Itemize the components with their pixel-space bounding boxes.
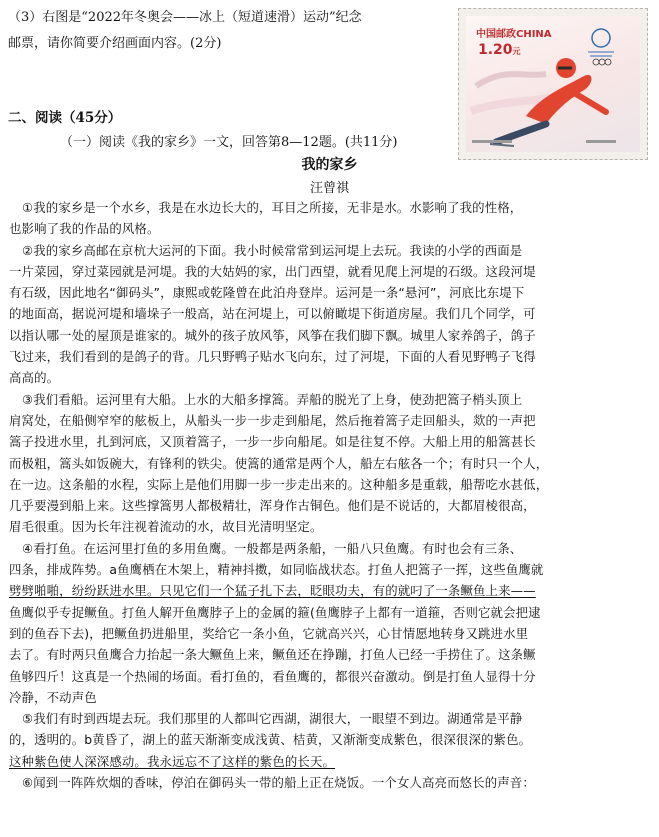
article-line: 鱼够四斤！这真是一个热闹的场面。看打鱼的，看鱼鹰的，都很兴奋激动。倒是打鱼人显得十分 <box>9 668 536 684</box>
article-line-underlined: 劈劈啪啪，纷纷跃进水里。只见它们一个猛子扎下去，眨眼功夫，有的就叼了一条鳜鱼上来—— <box>9 583 536 599</box>
question-3-line-1: （3）右图是“2022年冬奥会——冰上（短道速滑）运动”纪念 <box>8 10 362 25</box>
beijing-2022-emblem-text-icon <box>588 52 614 56</box>
article-line: 一片菜园，穿过菜园就是河堤。我的大姑妈的家，出门西望，就看见爬上河堤的石级。这段河堤 <box>9 263 536 279</box>
article-line: 眉毛很重。因为长年注视着流动的水，故目光清明坚定。 <box>9 519 323 535</box>
article-line: ④看打鱼。在运河里打鱼的多用鱼鹰。一般都是两条船，一船八只鱼鹰。有时也会有三条、 <box>22 540 523 556</box>
question-3-line-2: 邮票，请你简要介绍画面内容。(2分) <box>8 36 222 51</box>
article-line: 冷静，不动声色 <box>9 689 97 705</box>
article-line: 飞过来，我们看到的是鸽子的背。几只野鸭子贴水飞向东，过了河堤，下面的人看见野鸭子飞得 <box>9 349 536 365</box>
article-line: 到的鱼吞下去)，把鳜鱼扔进船里，奖给它一条小鱼，它就高兴兴，心甘情愿地转身又跳进水里 <box>9 625 529 641</box>
olympic-emblem-icon <box>592 29 610 47</box>
article-line: ⑤我们有时到西堤去玩。我们那里的人都叫它西湖，湖很大，一眼望不到边。湖通常是平静 <box>22 711 523 727</box>
article-line: ③我们看船。运河里有大船。上水的大船多撑篙。弄船的脱光了上身，使劲把篙子梢头顶上 <box>22 391 523 407</box>
skater-leg-shape <box>496 124 546 142</box>
section-heading: 二、阅读（45分） <box>8 110 122 126</box>
article-line: 肩窝处，在船侧窄窄的舷板上，从船头一步一步走到船尾，然后拖着篙子走回船头，欻的一声把 <box>9 412 536 428</box>
article-line: 高高的。 <box>9 370 60 386</box>
article-body <box>9 197 651 793</box>
article-line: 在一边。这条船的水程，实际上是他们用脚一步一步走出来的。这种船多是重载，船帮吃水甚低， <box>9 476 549 492</box>
section-subheading: （一）阅读《我的家乡》一文，回答第8—12题。(共11分) <box>60 135 398 150</box>
article-line-underlined: 这种紫色使人深深感动。我永远忘不了这样的紫色的长天。 <box>9 753 336 769</box>
article-line: 鱼鹰似乎专捉鳜鱼。打鱼人解开鱼鹰脖子上的金属的箍(鱼鹰脖子上都有一道箍，否则它就会把逮 <box>9 604 541 620</box>
olympic-rings-icon <box>593 59 599 65</box>
article-line: ②我的家乡高邮在京杭大运河的下面。我小时候常常到运河堤上去玩。我读的小学的西面是 <box>22 242 523 258</box>
article-line: 篙子投进水里，扎到河底，又顶着篙子，一步一步向船尾。如是往复不停。大船上用的船篙甚长 <box>9 434 536 450</box>
stamp-country-label: 中国邮政CHINA <box>476 29 552 40</box>
article-line: 而极粗，篙头如饭碗大，有锋利的铁尖。使篙的通常是两个人，船左右舷各一个；有时只一个人， <box>9 455 549 471</box>
article-line: 也影响了我的作品的风格。 <box>9 221 160 237</box>
article-line: 的，透明的。b黄昏了，湖上的蓝天渐渐变成浅黄、桔黄，又渐渐变成紫色，很深很深的紫色。 <box>9 732 532 748</box>
article-line: 的地面高，据说河堤和墙垛子一般高，站在河堤上，可以俯瞰堤下街道房屋。我们几个同学，可 <box>9 306 536 322</box>
stamp-denomination: 1.20元 <box>478 42 521 58</box>
winter-olympics-stamp-image <box>458 8 648 160</box>
article-line: 以指认哪一处的屋顶是谁家的。城外的孩子放风筝，风筝在我们脚下飘。城里人家养鸽子，鸽子 <box>9 327 536 343</box>
article-title: 我的家乡 <box>301 157 358 173</box>
article-line: 有石级，因此地名“御码头”，康熙或乾隆曾在此泊舟登岸。运河是一条“悬河”，河底比东堤下 <box>9 285 525 301</box>
article-line: ⑥闻到一阵阵炊烟的香味，停泊在御码头一带的船上正在烧饭。一个女人高亮而悠长的声音： <box>22 775 535 791</box>
article-author: 汪曾祺 <box>309 181 349 196</box>
stamp-artwork <box>466 16 640 152</box>
article-line: 几乎要漫到船上来。这些撑篙男人都极精壮，浑身作古铜色。他们是不说话的，大都眉棱很高， <box>9 498 536 514</box>
article-line: 四条，排成阵势。a鱼鹰栖在木架上，精神抖擞，如同临战状态。打鱼人把篙子一挥，这些鱼鹰就 <box>9 562 544 578</box>
article-line: 去了。有时两只鱼鹰合力抬起一条大鳜鱼上来，鳜鱼还在挣蹦，打鱼人已经一手捞住了。这条鳜 <box>9 647 536 663</box>
article-line: ①我的家乡是一个水乡，我是在水边长大的，耳目之所接，无非是水。水影响了我的性格， <box>22 200 523 215</box>
